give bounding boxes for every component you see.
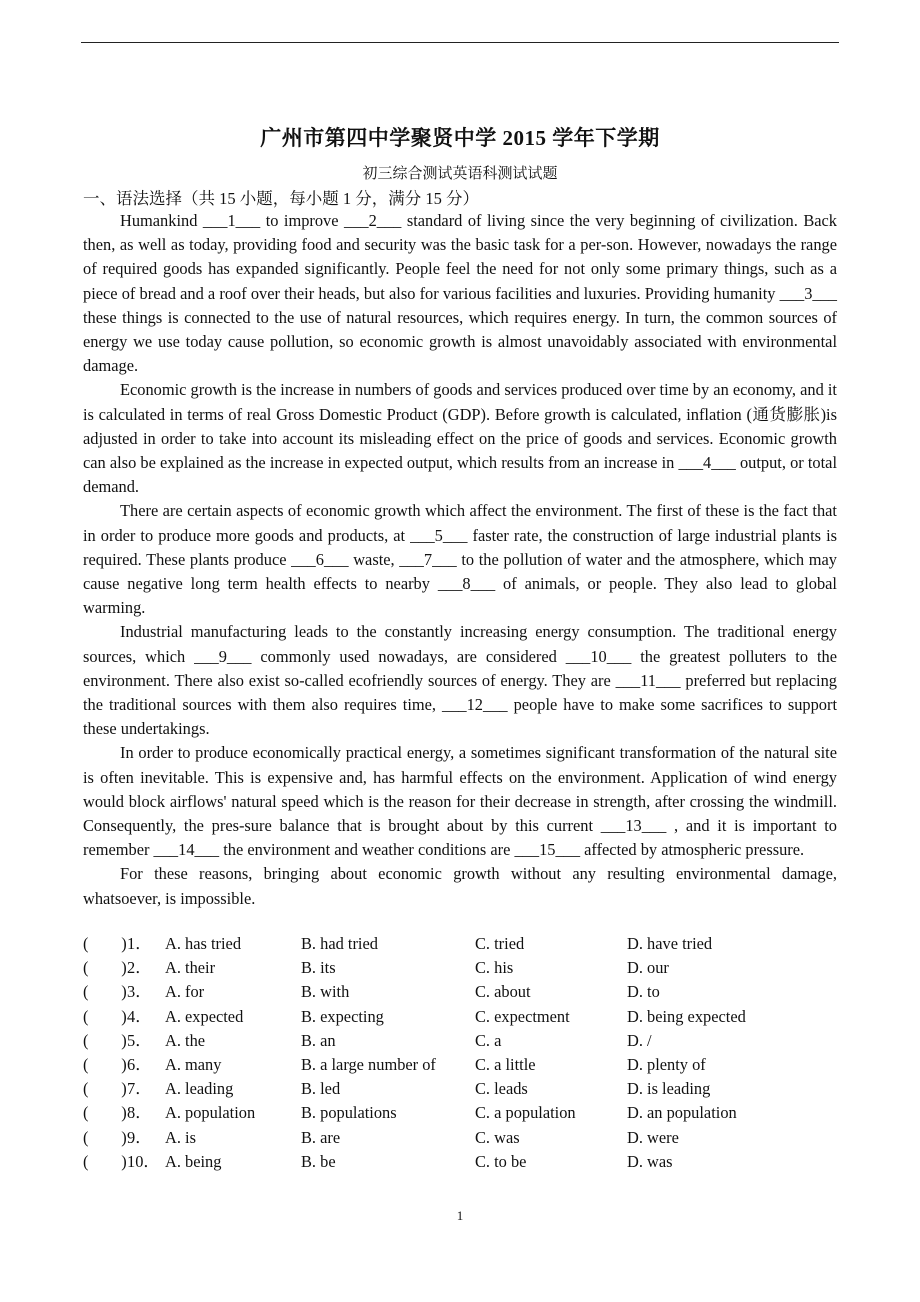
question-number: 6．	[127, 1054, 152, 1074]
answer-blank: ( )	[83, 1103, 127, 1123]
question-number: 5．	[127, 1030, 152, 1050]
reading-passage	[83, 209, 837, 911]
answer-blank: ( )	[83, 934, 127, 953]
option-b: B. an	[301, 1030, 336, 1050]
option-b: B. led	[301, 1079, 341, 1099]
option-c: C. about	[475, 982, 531, 1002]
question-number: 10．	[127, 1151, 160, 1171]
question-number: 4．	[127, 1006, 152, 1026]
answer-blank: ( )	[83, 1030, 127, 1050]
header-rule	[81, 42, 839, 43]
option-b: B. be	[301, 1151, 336, 1171]
answer-blank: ( )	[83, 1079, 127, 1099]
option-d: D. to	[627, 982, 660, 1002]
option-a: A. many	[165, 1054, 222, 1074]
option-b: B. populations	[301, 1103, 397, 1123]
option-a: A. being	[165, 1151, 222, 1171]
option-a: A. their	[165, 958, 216, 978]
option-c: C. a little	[475, 1054, 536, 1074]
option-c: C. leads	[475, 1079, 528, 1099]
question-number: 9．	[127, 1127, 152, 1147]
answer-blank: ( )	[83, 1006, 127, 1026]
option-a: A. for	[165, 982, 205, 1002]
option-d: D. have tried	[627, 934, 713, 953]
question-number: 3．	[127, 982, 152, 1002]
passage-paragraph-5: In order to produce economically practical energy, a sometimes significant transformation of the natural site is often inevitable. This is expensive and, has harmful effects on the environment. Application of wind energy would block airflows' natural speed which is the reason for their decrease in strength, after crossing the windmill. Consequently, the pres-sure balance that is brought about by this current ___13___ , and it is important to remember ___14___ the environment and weather conditions are ___15___ affected by atmospheric pressure.	[83, 743, 837, 860]
page-number: 1	[456, 1208, 464, 1223]
option-a: A. is	[165, 1127, 196, 1147]
option-c: C. expectment	[475, 1006, 570, 1026]
option-b: B. are	[301, 1127, 341, 1147]
option-c: C. his	[475, 958, 514, 978]
option-d: D. /	[627, 1030, 652, 1050]
question-row	[83, 1150, 837, 1174]
document-title: 广州市第四中学聚贤中学 2015 学年下学期	[260, 126, 660, 150]
option-c: C. tried	[475, 934, 525, 953]
option-d: D. was	[627, 1151, 673, 1171]
option-a: A. leading	[165, 1079, 234, 1099]
option-d: D. were	[627, 1127, 679, 1147]
answer-blank: ( )	[83, 958, 127, 978]
option-a: A. the	[165, 1030, 206, 1050]
question-row	[83, 956, 837, 980]
question-number: 2．	[127, 958, 152, 978]
question-row	[83, 980, 837, 1004]
passage-paragraph-2: Economic growth is the increase in numbers of goods and services produced over time by an economy, and it is calculated in terms of real Gross Domestic Product (GDP). Before growth is calculated, inflation (通货膨胀)is adjusted in order to take into account its misleading effect on the price of goods and services. Economic growth can also be explained as the increase in expected output, which results from an increase in ___4___ output, or total demand.	[83, 380, 837, 497]
option-b: B. with	[301, 982, 350, 1002]
option-b: B. expecting	[301, 1006, 384, 1026]
question-row	[83, 1101, 837, 1125]
question-row	[83, 1077, 837, 1101]
answer-blank: ( )	[83, 982, 127, 1002]
option-d: D. our	[627, 958, 669, 978]
passage-paragraph-6: For these reasons, bringing about economic growth without any resulting environmental damage, whatsoever, is impossible.	[83, 864, 837, 908]
option-d: D. an population	[627, 1103, 737, 1123]
option-b: B. a large number of	[301, 1054, 436, 1074]
option-b: B. had tried	[301, 934, 378, 953]
question-row	[83, 1029, 837, 1053]
question-row	[83, 1126, 837, 1150]
option-d: D. being expected	[627, 1006, 746, 1026]
question-number: 1．	[127, 934, 152, 953]
question-list	[83, 932, 837, 1174]
document-subtitle: 初三综合测试英语科测试试题	[362, 166, 558, 182]
question-number: 7．	[127, 1079, 152, 1099]
question-row	[83, 1005, 837, 1029]
option-c: C. a	[475, 1030, 502, 1050]
option-c: C. to be	[475, 1151, 527, 1171]
question-number: 8．	[127, 1103, 152, 1123]
section-heading: 一、语法选择（共 15 小题，每小题 1 分，满分 15 分）	[83, 189, 479, 208]
option-a: A. population	[165, 1103, 256, 1123]
option-a: A. has tried	[165, 934, 242, 953]
option-a: A. expected	[165, 1006, 244, 1026]
option-d: D. is leading	[627, 1079, 711, 1099]
option-b: B. its	[301, 958, 336, 978]
option-c: C. was	[475, 1127, 520, 1147]
passage-paragraph-1: Humankind ___1___ to improve ___2___ standard of living since the very beginning of civilization. Back then, as well as today, providing food and security was the basic task for a per-son. However, nowadays the range of required goods has expanded significantly. People feel the need for not only some primary things, such as a piece of bread and a roof over their heads, but also for various facilities and luxuries. Providing humanity ___3___ these things is connected to the use of natural resources, which requires energy. In turn, the common sources of energy we use today cause pollution, so economic growth is almost unavoidably associated with environmental damage.	[83, 211, 837, 376]
answer-blank: ( )	[83, 1054, 127, 1074]
answer-blank: ( )	[83, 1127, 127, 1147]
passage-paragraph-4: Industrial manufacturing leads to the constantly increasing energy consumption. The traditional energy sources, which ___9___ commonly used nowadays, are considered ___10___ the greatest polluters to the environment. There also exist so-called ecofriendly sources of energy. They are ___11___ preferred but replacing the traditional sources with them also requires time, ___12___ people have to make some sacrifices to support these undertakings.	[83, 622, 837, 739]
question-row	[83, 932, 837, 956]
option-d: D. plenty of	[627, 1054, 706, 1074]
answer-blank: ( )	[83, 1151, 127, 1171]
passage-paragraph-3: There are certain aspects of economic growth which affect the environment. The first of these is the fact that in order to produce more goods and products, at ___5___ faster rate, the construction of large industrial plants is required. These plants produce ___6___ waste, ___7___ to the pollution of water and the atmosphere, which may cause negative long term health effects to nearby ___8___ of animals, or people. They also lead to global warming.	[83, 501, 837, 618]
option-c: C. a population	[475, 1103, 576, 1123]
question-row	[83, 1053, 837, 1077]
